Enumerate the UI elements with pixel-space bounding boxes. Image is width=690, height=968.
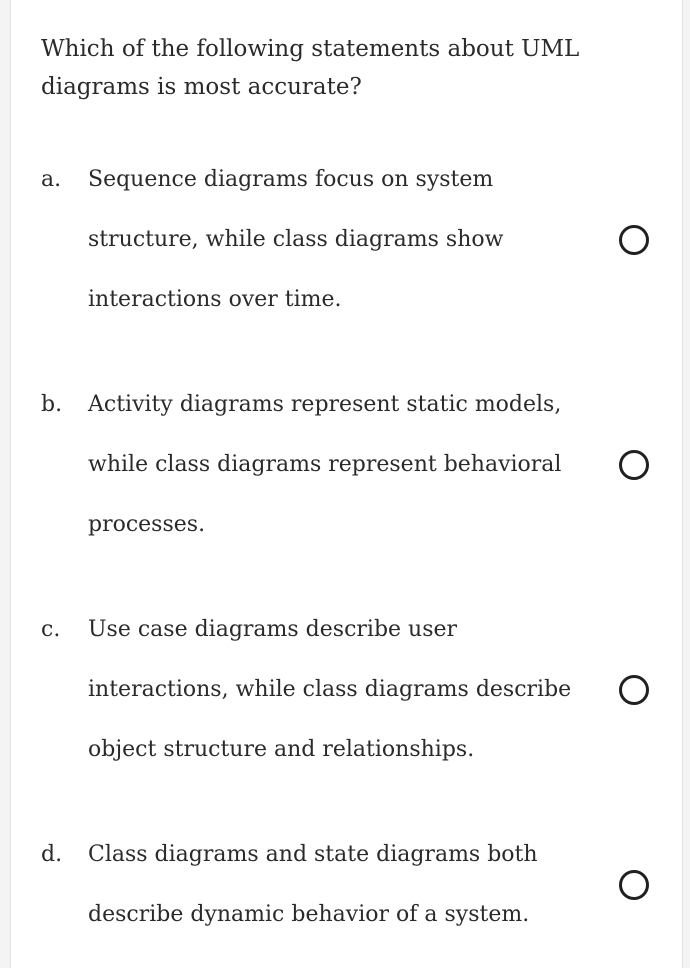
option-letter: a. (41, 167, 62, 192)
radio-button-a[interactable] (619, 225, 649, 255)
radio-button-d[interactable] (619, 870, 649, 900)
option-letter: b. (41, 392, 63, 417)
question-text: Which of the following statements about UML diagrams is most accurate? (41, 36, 580, 100)
option-text: Sequence diagrams focus on system structure, while class diagrams show interactions over time. (88, 167, 504, 312)
radio-button-b[interactable] (619, 450, 649, 480)
radio-button-c[interactable] (619, 675, 649, 705)
option-letter: d. (41, 842, 63, 867)
option-text: Activity diagrams represent static models, while class diagrams represent behavioral processes. (88, 392, 562, 537)
option-text: Use case diagrams describe user interactions, while class diagrams describe object structure and relationships. (88, 617, 572, 762)
question-card (10, 0, 683, 968)
option-letter: c. (41, 617, 61, 642)
option-text: Class diagrams and state diagrams both describe dynamic behavior of a system. (88, 842, 538, 927)
